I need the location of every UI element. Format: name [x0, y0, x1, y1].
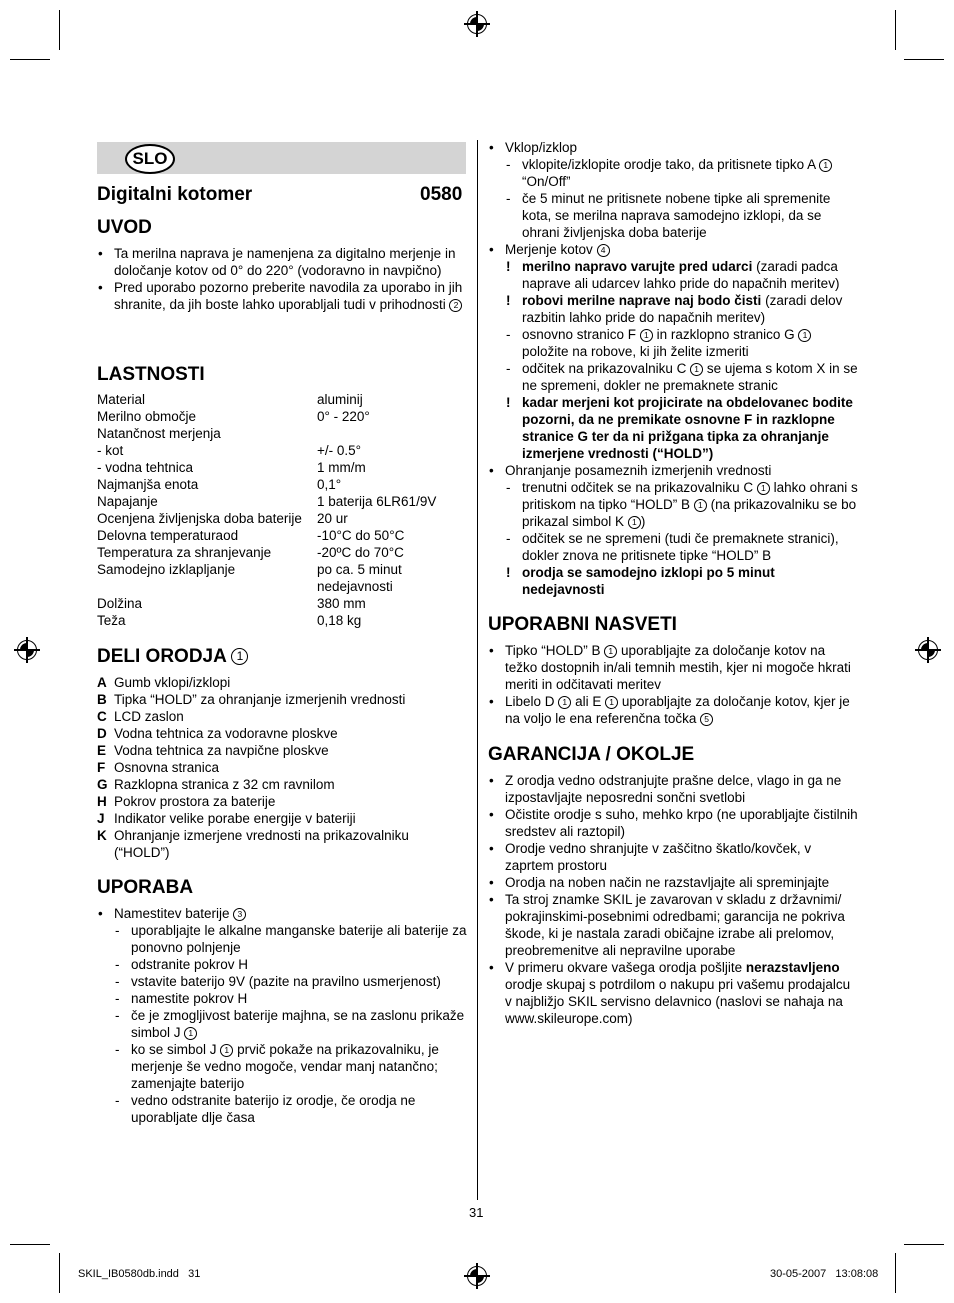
figure-ref: 1	[604, 645, 617, 658]
property-value: +/- 0.5°	[317, 443, 362, 458]
part-label: Ohranjanje izmerjene vrednosti na prikazovalniku (“HOLD”)	[114, 828, 409, 860]
table-row	[97, 408, 467, 425]
list-item: • Očistite orodje s suho, mehko krpo (ne uporabljajte čistilnih sredstev ali raztopil)	[488, 806, 858, 840]
list-item	[97, 691, 467, 708]
figure-ref: 1	[640, 329, 653, 342]
figure-ref: 1	[231, 648, 248, 665]
property-value: aluminij	[317, 392, 363, 407]
section-heading-uvod: UVOD	[97, 217, 152, 238]
list-item: • Merjenje kotov 4 ! merilno napravo varujte pred udarci (zaradi padca naprave ali udarcev lahko pride do napačnih meritev) ! robovi merilne naprave naj bodo čisti (zaradi delov razbitin lahko pride do napačnih meritev) - osnovno stranico F 1 in razklopno stranico G 1 položite na robove, ki jih želite izmeriti - odčitek na prikazovalniku C 1 se ujema s kotom X in se ne spremeni, dokler ne premaknete stranic ! kadar merjeni kot projicirate na obdelovanec bodite pozorni, da ne premikate osnovne F in razklopne stranice G ter da ni prižgana tipka za ohranjanje izmerjene vrednosti (“HOLD”)	[488, 241, 858, 462]
list-item: - odstranite pokrov H	[115, 957, 249, 972]
registration-mark-bottom	[467, 1266, 487, 1286]
list-item: • Z orodja vedno odstranjujte prašne delce, vlago in ga ne izpostavljajte neposredni sončni svetlobi	[488, 772, 858, 806]
registration-mark-top	[467, 14, 487, 34]
property-value: 0,1°	[317, 477, 342, 492]
part-label: Pokrov prostora za baterije	[114, 794, 276, 809]
property-label: Natančnost merjenja	[97, 426, 221, 441]
list-item: • Pred uporabo pozorno preberite navodila za uporabo in jih shranite, da jih boste lahko uporabljali tudi v prihodnosti 2	[97, 279, 467, 313]
property-label: Samodejno izklapljanje	[97, 562, 236, 577]
property-label: Temperatura za shranjevanje	[97, 545, 272, 560]
parts-list	[97, 674, 467, 861]
list-item: - namestite pokrov H	[115, 991, 248, 1006]
list-item: • Libelo D 1 ali E 1 uporabljajte za določanje kotov, kjer je na voljo le ena referenčna točka 5	[488, 693, 858, 727]
property-value: 0,18 kg	[317, 613, 362, 628]
warning-item: ! orodja se samodejno izklopi po 5 minut nedejavnosti	[506, 565, 775, 597]
figure-ref: 1	[798, 329, 811, 342]
list-item	[97, 759, 467, 776]
list-item	[97, 674, 467, 691]
figure-ref: 1	[757, 482, 770, 495]
property-label: Napajanje	[97, 494, 158, 509]
list-item: • Vklop/izklop - vklopite/izklopite orodje tako, da pritisnete tipko A 1 “On/Off” - če 5 minut ne pritisnete nobene tipke ali spremenite kota, se merilna naprava samodejno izklopi, da se ohrani življenjska doba baterije	[488, 139, 858, 241]
part-key: K	[97, 828, 107, 843]
list-item: - osnovno stranico F 1 in razklopno stranico G 1 položite na robove, ki jih želite izmeriti	[505, 326, 858, 360]
list-item: - vstavite baterijo 9V (pazite na pravilno usmerjenost)	[115, 974, 441, 989]
section-heading-garancija: GARANCIJA / OKOLJE	[488, 744, 695, 765]
registration-mark-left	[17, 640, 37, 660]
list-item: - odčitek se ne spremeni (tudi če premaknete stranici), dokler znova ne pritisnete tipke “HOLD” B	[506, 531, 839, 563]
list-item	[97, 742, 467, 759]
part-key: J	[97, 811, 105, 826]
property-value: -10°C do 50°C	[317, 528, 405, 543]
property-value: 0° - 220°	[317, 409, 370, 424]
part-key: E	[97, 743, 107, 758]
column-divider	[477, 140, 478, 1200]
part-label: Osnovna stranica	[114, 760, 220, 775]
list-item: • Tipko “HOLD” B 1 uporabljajte za določanje kotov na težko dostopnih in/ali temnih mestih, kjer ni mogoče hkrati meriti in odčitavati meritev	[488, 642, 858, 693]
property-label: Material	[97, 392, 146, 407]
warning-item: ! kadar merjeni kot projicirate na obdelovanec bodite pozorni, da ne premikate osnovne F in razklopne stranice G ter da ni prižgana tipka za ohranjanje izmerjene vrednosti (“HOLD”)	[506, 395, 853, 461]
part-label: Tipka “HOLD” za ohranjanje izmerjenih vrednosti	[114, 692, 406, 707]
list-item: - vedno odstranite baterijo iz orodje, če orodja ne uporabljate dlje časa	[115, 1093, 416, 1125]
section-heading-deli: DELI ORODJA 1	[97, 646, 248, 668]
list-item: • Orodja na noben način ne razstavljajte ali spreminjajte	[488, 874, 858, 891]
list-item: - uporabljajte le alkalne manganske baterije ali baterije za ponovno polnjenje	[115, 923, 467, 955]
figure-ref: 1	[558, 696, 571, 709]
section-heading-nasveti: UPORABNI NASVETI	[488, 614, 677, 635]
list-item: • Ohranjanje posameznih izmerjenih vrednosti - trenutni odčitek se na prikazovalniku C 1 lahko ohrani s pritiskom na tipko “HOLD” B 1 (na prikazovalniku se bo prikazal simbol K 1 ) - odčitek se ne spremeni (tudi če premaknete stranici), dokler znova ne pritisnete tipke “HOLD” B ! orodja se samodejno izklopi po 5 minut nedejavnosti	[488, 462, 858, 598]
part-label: Razklopna stranica z 32 cm ravnilom	[114, 777, 335, 792]
figure-ref: 2	[449, 299, 462, 312]
list-item: - ko se simbol J 1 prvič pokaže na prikazovalniku, je merjenje še vedno mogoče, vendar manj natančno; zamenjajte baterijo	[115, 1042, 439, 1091]
property-label: Najmanjša enota	[97, 477, 199, 492]
list-item: - vklopite/izklopite orodje tako, da pritisnete tipko A 1 “On/Off”	[505, 156, 858, 190]
uvod-list	[97, 245, 467, 313]
table-row	[97, 459, 467, 476]
part-label: Vodna tehtnica za vodoravne ploskve	[114, 726, 338, 741]
list-item	[97, 776, 467, 793]
table-row	[97, 612, 467, 629]
section-heading-lastnosti: LASTNOSTI	[97, 364, 205, 385]
figure-ref: 1	[628, 516, 641, 529]
warranty-list	[488, 772, 858, 1027]
property-label: Teža	[97, 613, 126, 628]
part-label: Gumb vklopi/izklopi	[114, 675, 231, 690]
figure-ref: 1	[690, 363, 703, 376]
property-value: 20 ur	[317, 511, 348, 526]
table-row	[97, 391, 467, 408]
property-label: - vodna tehtnica	[97, 460, 194, 475]
part-label: Indikator velike porabe energije v bateriji	[114, 811, 356, 826]
property-label: Ocenjena življenjska doba baterije	[97, 511, 302, 526]
figure-ref: 4	[597, 244, 610, 257]
battery-section	[97, 905, 467, 1126]
table-row	[97, 442, 467, 459]
property-label: - kot	[97, 443, 124, 458]
list-item: - če 5 minut ne pritisnete nobene tipke ali spremenite kota, se merilna naprava samodejno izklopi, da se ohrani življenjska doba baterije	[506, 191, 831, 240]
part-key: B	[97, 692, 107, 707]
footer-file: SKIL_IB0580db.indd 31	[78, 1268, 201, 1280]
list-item: • Namestitev baterije 3 - uporabljajte le alkalne manganske baterije ali baterije za ponovno polnjenje - odstranite pokrov H - vstavite baterijo 9V (pazite na pravilno usmerjenost) - namestite pokrov H - če je zmogljivost baterije majhna, se na zaslonu prikaže simbol J 1 - ko se simbol J 1 prvič pokaže na prikazovalniku, je merjenje še vedno mogoče, vendar manj natančno; zamenjajte baterijo - vedno odstranite baterijo iz orodje, če orodja ne uporabljate dlje časa	[97, 905, 467, 1126]
footer-date: 30-05-2007 13:08:08	[770, 1268, 879, 1280]
property-value: 1 mm/m	[317, 460, 366, 475]
table-row	[97, 544, 467, 561]
list-item: • Ta stroj znamke SKIL je zavarovan v skladu z državnimi/ pokrajinskimi-posebnimi odredbami; garancija ne pokriva škode, ki je nastala zaradi običajne izrabe ali prelomov, preobremenitve ali nepravilne uporabe	[488, 891, 858, 959]
list-item: - odčitek na prikazovalniku C 1 se ujema s kotom X in se ne spremeni, dokler ne premaknete stranic	[506, 361, 858, 393]
table-row	[97, 510, 467, 527]
property-value	[317, 425, 467, 442]
model-number: 0580	[420, 184, 463, 205]
usage-continued	[488, 139, 858, 598]
figure-ref: 1	[694, 499, 707, 512]
properties-table	[97, 391, 467, 629]
tips-list	[488, 642, 858, 727]
part-key: A	[97, 675, 107, 690]
figure-ref: 1	[605, 696, 618, 709]
figure-ref: 1	[220, 1044, 233, 1057]
table-row	[97, 527, 467, 544]
table-row	[97, 595, 467, 612]
page-number: 31	[469, 1205, 484, 1220]
figure-ref: 1	[184, 1027, 197, 1040]
warning-item: ! robovi merilne naprave naj bodo čisti (zaradi delov razbitin lahko pride do napačnih meritev)	[506, 293, 843, 325]
list-item: - trenutni odčitek se na prikazovalniku C 1 lahko ohrani s pritiskom na tipko “HOLD” B 1 (na prikazovalniku se bo prikazal simbol K 1 )	[506, 480, 858, 529]
property-value: 1 baterija 6LR61/9V	[317, 494, 437, 509]
list-item: • Ta merilna naprava je namenjena za digitalno merjenje in določanje kotov od 0° do 220° (vodoravno in navpično)	[97, 245, 467, 279]
property-label: Merilno območje	[97, 409, 197, 424]
product-name: Digitalni kotomer	[97, 184, 253, 205]
list-item	[97, 708, 467, 725]
table-row	[97, 561, 467, 595]
list-item	[97, 827, 467, 861]
part-label: Vodna tehtnica za navpične ploskve	[114, 743, 329, 758]
registration-mark-right	[918, 640, 938, 660]
figure-ref: 3	[233, 908, 246, 921]
part-key: C	[97, 709, 107, 724]
property-value: po ca. 5 minut nedejavnosti	[317, 562, 402, 594]
part-key: H	[97, 794, 107, 809]
part-label: LCD zaslon	[114, 709, 184, 724]
list-item: - če je zmogljivost baterije majhna, se na zaslonu prikaže simbol J 1	[115, 1008, 465, 1040]
list-item: • Orodje vedno shranjujte v zaščitno škatlo/kovček, v zaprtem prostoru	[488, 840, 858, 874]
section-heading-uporaba: UPORABA	[97, 877, 194, 898]
warning-item: ! merilno napravo varujte pred udarci (zaradi padca naprave ali udarcev lahko pride do napačnih meritev)	[506, 259, 840, 291]
list-item: • V primeru okvare vašega orodja pošljite nerazstavljeno orodje skupaj s potrdilom o nakupu pri vašemu prodajalcu v najbližjo SKIL servisno delavnico (naslovi se nahaja na www.skileurope.com)	[488, 959, 858, 1027]
table-row	[97, 425, 467, 442]
figure-ref: 1	[819, 159, 832, 172]
figure-ref: 5	[700, 713, 713, 726]
property-value: 380 mm	[317, 596, 366, 611]
property-label: Dolžina	[97, 596, 143, 611]
list-item	[97, 810, 467, 827]
language-badge: SLO	[125, 144, 175, 174]
list-item	[97, 725, 467, 742]
table-row	[97, 493, 467, 510]
property-value: -20ºC do 70°C	[317, 545, 404, 560]
language-bar	[97, 142, 466, 174]
part-key: D	[97, 726, 107, 741]
part-key: G	[97, 777, 108, 792]
part-key: F	[97, 760, 106, 775]
property-label: Delovna temperaturaod	[97, 528, 239, 543]
list-item	[97, 793, 467, 810]
table-row	[97, 476, 467, 493]
